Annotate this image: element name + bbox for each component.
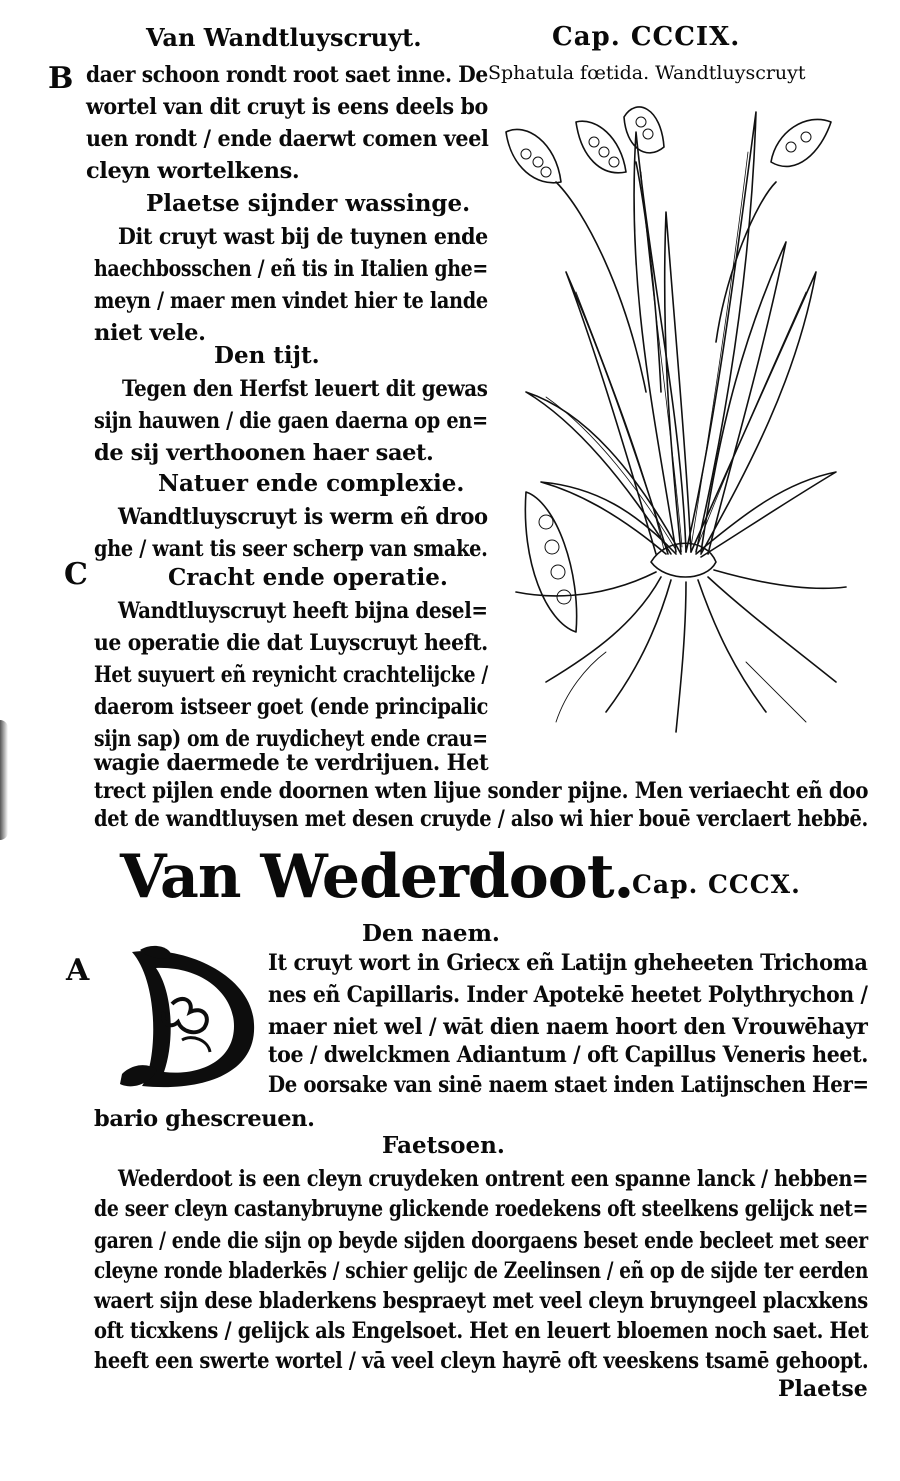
text-line: wortel van dit cruyt is eens deels bo — [86, 94, 488, 120]
section-marker-c: C — [64, 557, 88, 592]
text-line: Wandtluyscruyt is werm eñ droo — [118, 504, 488, 530]
chapter-number-309: Cap. CCCIX. — [552, 22, 741, 52]
text-line: trect pijlen ende doornen wten lijue sonder pijne. Men veriaecht eñ doo — [94, 778, 869, 804]
catchword: Plaetse — [778, 1376, 868, 1402]
text-line: Het suyuert eñ reynicht crachtelijcke / — [94, 662, 488, 688]
text-line: uen rondt / ende daerwt comen veel — [86, 126, 489, 152]
figure-caption: Sphatula fœtida. Wandtluyscruyt — [488, 62, 806, 84]
text-line: bario ghescreuen. — [94, 1106, 315, 1132]
text-line: heeft een swerte wortel / vā veel cleyn hayrē oft veeskens tsamē gehoopt. — [94, 1348, 869, 1374]
text-line: de seer cleyn castanybruyne glickende roedekens oft steelkens gelijck net= — [94, 1196, 869, 1222]
text-line: ue operatie die dat Luyscruyt heeft. — [94, 630, 488, 656]
section-marker-b: B — [48, 61, 74, 96]
running-title: Van Wandtluyscruyt. — [146, 23, 422, 52]
text-line: ghe / want tis seer scherp van smake. — [94, 536, 488, 562]
text-line: sijn hauwen / die gaen daerna op en= — [94, 408, 488, 434]
text-line: It cruyt wort in Griecx eñ Latijn gheheeten Trichoma — [268, 950, 868, 976]
text-line: daerom istseer goet (ende principalic — [94, 694, 489, 720]
section-heading-name: Den naem. — [362, 920, 500, 947]
text-line: sijn sap) om de ruydicheyt ende crau= — [94, 726, 488, 752]
text-line: De oorsake van sinē naem staet inden Latijnschen Her= — [268, 1072, 869, 1098]
text-line: niet vele. — [94, 320, 206, 346]
section-heading-nature: Natuer ende complexie. — [158, 470, 465, 497]
section-marker-a: A — [66, 953, 90, 988]
text-line: Wederdoot is een cleyn cruydeken ontrent een spanne lanck / hebben= — [118, 1166, 869, 1192]
text-line: wagie daermede te verdrijuen. Het — [94, 750, 489, 776]
text-line: de sij verthoonen haer saet. — [94, 440, 434, 466]
text-line: garen / ende die sijn op beyde sijden doorgaens beset ende becleet met seer — [94, 1228, 868, 1254]
text-line: daer schoon rondt root saet inne. De — [86, 62, 488, 88]
text-line: haechbosschen / eñ tis in Italien ghe= — [94, 256, 488, 282]
section-heading-time: Den tijt. — [214, 342, 320, 369]
section-heading-form: Faetsoen. — [382, 1132, 505, 1159]
text-line: cleyn wortelkens. — [86, 158, 300, 184]
decorated-initial-d — [112, 944, 262, 1094]
page-edge-shadow — [0, 720, 8, 840]
text-line: toe / dwelckmen Adiantum / oft Capillus Veneris heet. — [268, 1042, 869, 1068]
plant-woodcut-illustration — [486, 92, 856, 752]
text-line: nes eñ Capillaris. Inder Apotekē heetet Polythrychon / — [268, 982, 868, 1008]
chapter-title-wederdoot: Van Wederdoot. — [120, 842, 634, 912]
section-heading-place: Plaetse sijnder wassinge. — [146, 190, 471, 217]
text-line: meyn / maer men vindet hier te lande — [94, 288, 488, 314]
text-line: det de wandtluysen met desen cruyde / also wi hier bouē verclaert hebbē. — [94, 806, 868, 832]
section-heading-power: Cracht ende operatie. — [168, 564, 448, 591]
text-line: Dit cruyt wast bij de tuynen ende — [118, 224, 488, 250]
chapter-number-310: Cap. CCCX. — [632, 870, 801, 899]
text-line: maer niet wel / wāt dien naem hoort den Vrouwēhayr — [268, 1014, 868, 1040]
text-line: cleyne ronde bladerkēs / schier gelijc de Zeelinsen / eñ op de sijde ter eerden — [94, 1258, 869, 1284]
text-line: Wandtluyscruyt heeft bijna desel= — [118, 598, 488, 624]
text-line: oft ticxkens / gelijck als Engelsoet. Het en leuert bloemen noch saet. Het — [94, 1318, 869, 1344]
text-line: waert sijn dese bladerkens bespraeyt met veel cleyn bruyngeel placxkens — [94, 1288, 868, 1314]
text-line: Tegen den Herfst leuert dit gewas — [122, 376, 488, 402]
